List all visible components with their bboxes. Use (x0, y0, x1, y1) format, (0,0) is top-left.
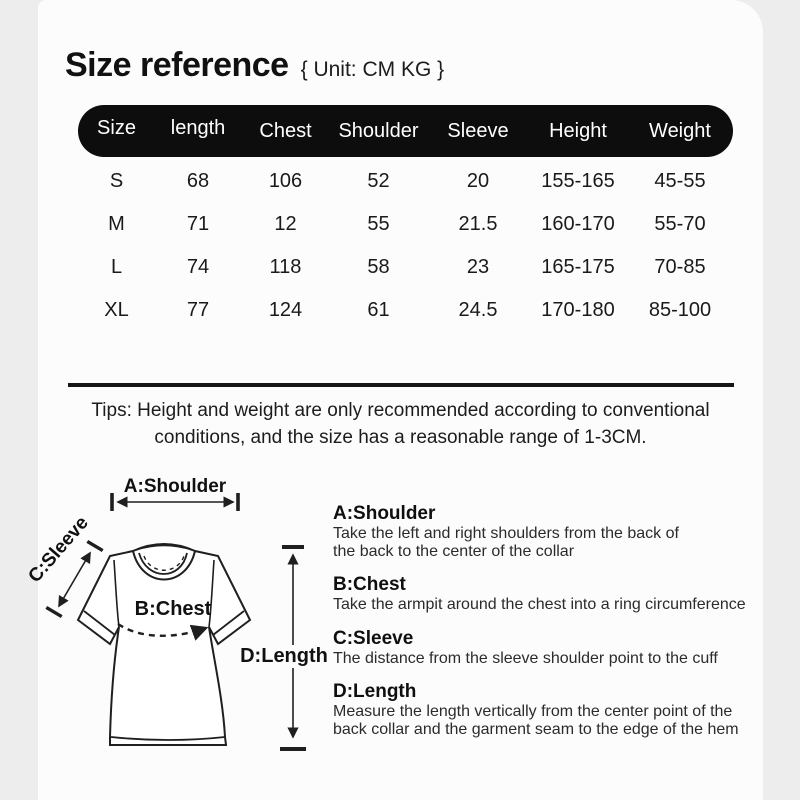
table-row-l (78, 246, 733, 289)
tshirt-outline (78, 544, 250, 745)
divider-line (68, 383, 734, 387)
cell: 70-85 (654, 256, 706, 278)
cell: 45-55 (654, 170, 706, 192)
diagram-chest-label: B:Chest (134, 598, 212, 620)
cell: XL (104, 299, 129, 321)
title-row (65, 46, 444, 85)
legend-heading: B:Chest (333, 574, 406, 595)
unit-note: { Unit: CM KG } (300, 58, 445, 81)
cell: 68 (186, 170, 210, 192)
page-title: Size reference (65, 46, 289, 84)
legend-item-sleeve (333, 628, 768, 668)
cell: 170-180 (541, 299, 615, 321)
table-row-s (78, 160, 733, 203)
diagram-shoulder-label: A:Shoulder (123, 476, 227, 497)
cell: S (109, 170, 124, 192)
table-row-xl (78, 289, 733, 332)
cell: 55 (367, 213, 390, 235)
cell: 71 (186, 213, 210, 235)
cell: 24.5 (458, 299, 498, 321)
cell: 155-165 (541, 170, 615, 192)
col-header-shoulder: Shoulder (338, 119, 419, 142)
legend-line: Measure the length vertically from the center point of the (333, 703, 733, 720)
legend-line: Take the left and right shoulders from the back of (333, 525, 679, 542)
content-card (24, 0, 763, 800)
cell: 165-175 (541, 256, 615, 278)
tips-line-2: conditions, and the size has a reasonable range of 1-3CM. (154, 427, 647, 448)
measurement-legend (333, 503, 768, 738)
legend-item-length (333, 681, 768, 738)
tips-text (38, 397, 763, 451)
col-header-chest: Chest (259, 119, 312, 142)
col-header-sleeve: Sleeve (447, 119, 509, 142)
legend-line: back collar and the garment seam to the edge of the hem (333, 720, 739, 738)
cell: 23 (466, 256, 490, 278)
legend-heading: C:Sleeve (333, 627, 414, 649)
legend-heading: A:Shoulder (333, 503, 436, 524)
cell: 85-100 (648, 299, 712, 321)
tips-line-1: Tips: Height and weight are only recommended according to conventional (91, 400, 710, 421)
cell: 52 (367, 170, 390, 192)
diagram-sleeve-label: C:Sleeve (24, 512, 93, 587)
cell: 12 (274, 213, 297, 235)
cell: 77 (186, 299, 210, 321)
cell: 118 (269, 256, 302, 278)
legend-line: the back to the center of the collar (333, 542, 575, 560)
cell: L (110, 256, 123, 278)
cell: 160-170 (541, 213, 615, 235)
diagram-length-label: D:Length (237, 645, 331, 668)
legend-item-shoulder (333, 503, 768, 560)
cell: 55-70 (654, 213, 706, 235)
cell: 21.5 (458, 213, 498, 235)
legend-line: The distance from the sleeve shoulder point to the cuff (333, 649, 718, 667)
col-header-height: Height (549, 119, 607, 142)
size-table-header (78, 105, 733, 157)
cell: 61 (367, 299, 390, 321)
cell: 124 (268, 299, 303, 321)
cell: 20 (466, 170, 490, 192)
legend-heading: D:Length (333, 681, 417, 702)
legend-item-chest (333, 574, 768, 614)
cell: 58 (367, 256, 390, 278)
col-header-size: Size (97, 116, 136, 139)
cell: M (108, 213, 125, 235)
col-header-length: length (170, 116, 226, 139)
legend-line: Take the armpit around the chest into a ring circumference (333, 596, 746, 613)
cell: 74 (186, 256, 210, 278)
col-header-weight: Weight (649, 119, 711, 142)
cell: 106 (268, 170, 303, 192)
table-row-m (78, 203, 733, 246)
